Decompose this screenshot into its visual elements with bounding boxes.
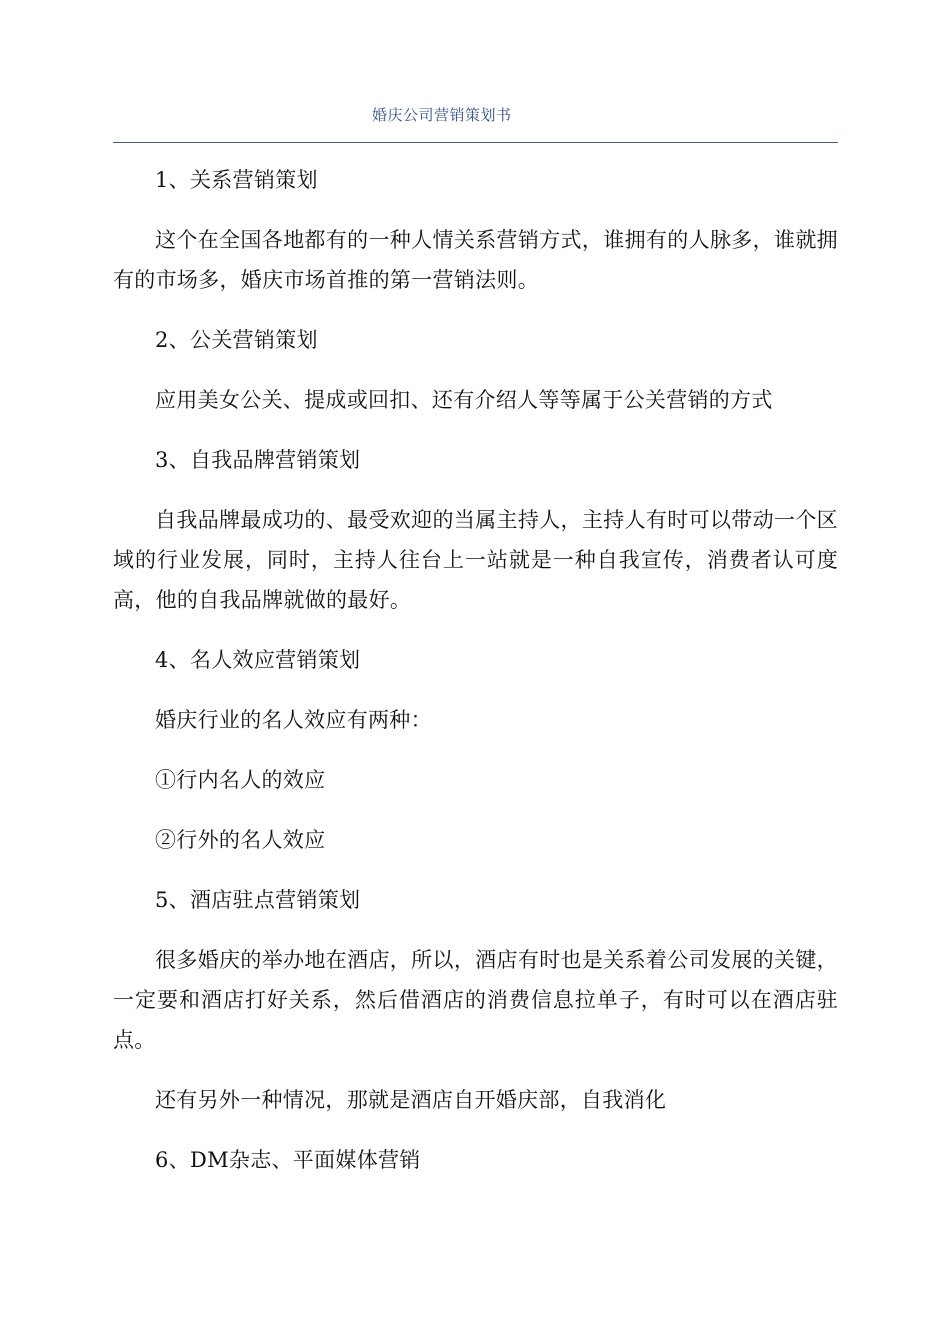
document-body <box>113 160 838 1180</box>
section-heading-2: 2、公关营销策划 <box>155 328 318 352</box>
page-header <box>0 100 950 130</box>
list-item-2: ②行外的名人效应 <box>155 828 326 852</box>
paragraph-1: 这个在全国各地都有的一种人情关系营销方式，谁拥有的人脉多，谁就拥有的市场多，婚庆市场首推的第一营销法则。 <box>113 228 838 292</box>
header-title: 婚庆公司营销策划书 <box>372 106 512 124</box>
paragraph-6: 还有另外一种情况，那就是酒店自开婚庆部，自我消化 <box>155 1088 667 1112</box>
section-heading-1: 1、关系营销策划 <box>155 168 318 192</box>
paragraph-5: 很多婚庆的举办地在酒店，所以，酒店有时也是关系着公司发展的关键，一定要和酒店打好关系，然后借酒店的消费信息拉单子，有时可以在酒店驻点。 <box>113 948 838 1052</box>
paragraph-3: 自我品牌最成功的、最受欢迎的当属主持人，主持人有时可以带动一个区域的行业发展，同时，主持人往台上一站就是一种自我宣传，消费者认可度高，他的自我品牌就做的最好。 <box>113 508 838 612</box>
section-heading-3: 3、自我品牌营销策划 <box>155 448 361 472</box>
paragraph-2: 应用美女公关、提成或回扣、还有介绍人等等属于公关营销的方式 <box>155 388 773 412</box>
paragraph-4: 婚庆行业的名人效应有两种： <box>155 708 432 732</box>
section-heading-4: 4、名人效应营销策划 <box>155 648 361 672</box>
section-heading-5: 5、酒店驻点营销策划 <box>155 888 361 912</box>
list-item-1: ①行内名人的效应 <box>155 768 326 792</box>
header-divider <box>113 142 838 143</box>
section-heading-6: 6、DM杂志、平面媒体营销 <box>155 1148 421 1172</box>
